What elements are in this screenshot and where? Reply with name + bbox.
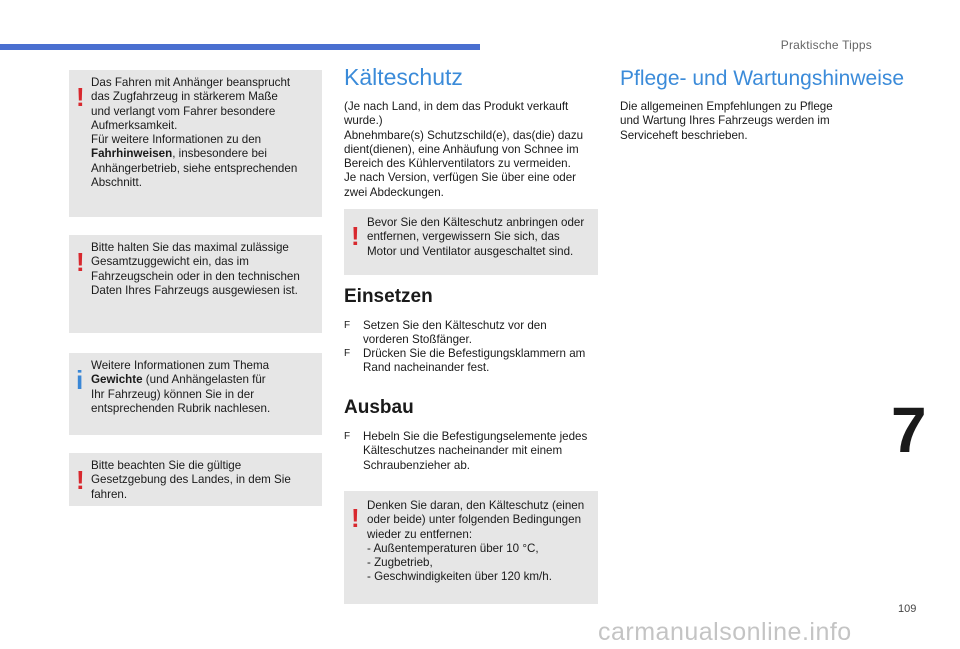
heading-ausbau: Ausbau <box>344 397 414 418</box>
warning-box-remove-conditions <box>344 491 598 604</box>
warning-box-trailer <box>69 70 322 217</box>
care-text: Die allgemeinen Empfehlungen zu Pflege und Wartung Ihres Fahrzeugs werden im Serviceheft beschrieben. <box>620 100 833 142</box>
section-title: Praktische Tipps <box>780 38 872 52</box>
watermark: carmanualsonline.info <box>598 618 852 646</box>
page-title-kaelteschutz: Kälteschutz <box>344 64 463 90</box>
warning-icon: ! <box>76 465 85 495</box>
intro-text: (Je nach Land, in dem das Produkt verkauft wurde.) Abnehmbare(s) Schutzschild(e), das(die) dazu dient(dienen), eine Anhäufung von Schnee im Bereich des Kühlerventilators zu vermeiden. Je nach Version, verfügen Sie über eine oder zwei Abdeckungen. <box>344 100 584 199</box>
info-icon: i <box>76 365 84 395</box>
chapter-number: 7 <box>891 394 927 466</box>
info-box-weights <box>69 353 322 435</box>
header-accent-bar <box>0 44 480 50</box>
warning-icon: ! <box>351 503 360 533</box>
warning-box-weight <box>69 235 322 333</box>
bullet-icon: F <box>344 431 351 442</box>
heading-einsetzen: Einsetzen <box>344 286 433 307</box>
warning-icon: ! <box>351 221 360 251</box>
info-text: Weitere Informationen zum Thema Gewichte (und Anhängelasten für Ihr Fahrzeug) können Sie in der entsprechenden Rubrik nachlesen. <box>91 359 271 415</box>
page-title-pflege: Pflege- und Wartungshinweise <box>620 67 905 90</box>
warning-text: Bitte halten Sie das maximal zulässige Gesamtzuggewicht ein, das im Fahrzeugschein oder in den technischen Daten Ihres Fahrzeugs ausgewiesen ist. <box>91 241 300 297</box>
bullet-icon: F <box>344 320 351 331</box>
bullet-icon: F <box>344 348 351 359</box>
warning-text: Denken Sie daran, den Kälteschutz (einen oder beide) unter folgenden Bedingungen wieder zu entfernen: - Außentemperaturen über 10 °C, - Zugbetrieb, - Geschwindigkeiten über 120 km/h. <box>367 499 585 584</box>
warning-box-legislation <box>69 453 322 506</box>
warning-icon: ! <box>76 82 85 112</box>
warning-icon: ! <box>76 247 85 277</box>
install-step: F Setzen Sie den Kälteschutz vor den vorderen Stoßfänger. <box>344 319 547 347</box>
warning-box-engine-off <box>344 209 598 275</box>
install-step: F Drücken Sie die Befestigungsklammern am Rand nacheinander fest. <box>344 347 586 375</box>
warning-text: Das Fahren mit Anhänger beansprucht das Zugfahrzeug in stärkerem Maße und verlangt vom Fahrer besondere Aufmerksamkeit. Für weitere Informationen zu den Fahrhinweisen, insbesondere bei Anhängerbetrieb, siehe entsprechenden Abschnitt. <box>91 76 298 190</box>
warning-text: Bitte beachten Sie die gültige Gesetzgebung des Landes, in dem Sie fahren. <box>91 459 291 501</box>
remove-step: F Hebeln Sie die Befestigungselemente jedes Kälteschutzes nacheinander mit einem Schraubenzieher ab. <box>344 430 588 472</box>
page-number: 109 <box>898 603 917 615</box>
warning-text: Bevor Sie den Kälteschutz anbringen oder entfernen, vergewissern Sie sich, das Motor und Ventilator ausgeschaltet sind. <box>367 216 585 258</box>
